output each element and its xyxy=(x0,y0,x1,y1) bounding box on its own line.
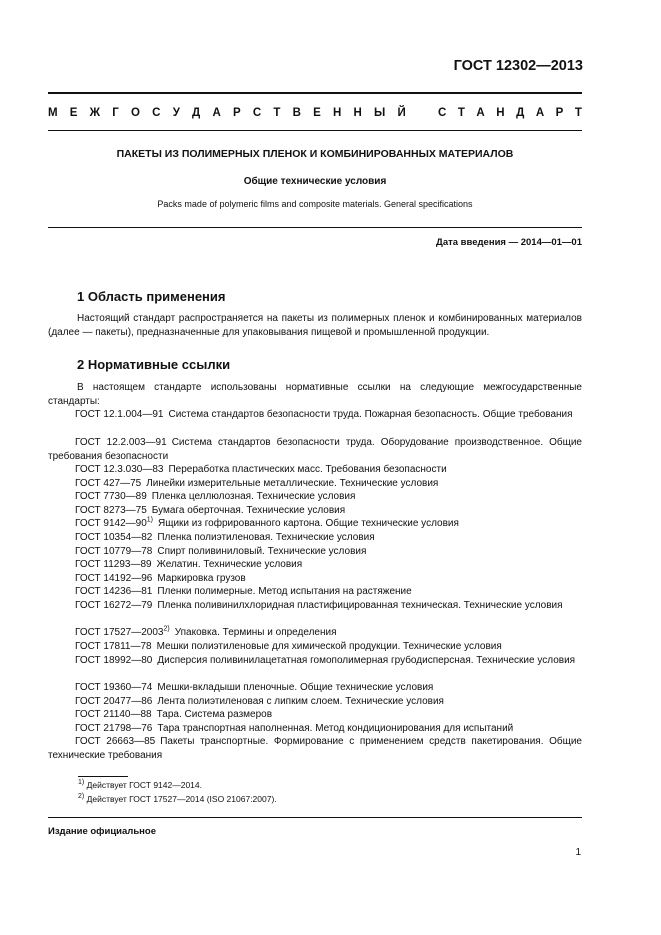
reference-item xyxy=(48,463,582,477)
reference-item xyxy=(48,708,582,722)
reference-title: Пакеты транспортные. Формирование с применением средств пакетирования. Общие технические требования xyxy=(48,736,582,761)
right-letter: А xyxy=(535,107,545,119)
reference-item xyxy=(48,585,582,599)
reference-title: Мешки полиэтиленовые для химической продукции. Технические условия xyxy=(156,641,502,652)
reference-code: ГОСТ 7730—89 xyxy=(75,491,147,502)
document-code: ГОСТ 12302—2013 xyxy=(453,58,583,74)
reference-code: ГОСТ 9142—90 xyxy=(75,518,147,529)
reference-item xyxy=(48,626,582,640)
banner-left-word xyxy=(48,107,406,119)
reference-item xyxy=(48,517,582,531)
top-rule xyxy=(48,92,582,94)
section-1-heading: 1 Область применения xyxy=(77,289,226,304)
reference-item xyxy=(48,572,582,586)
left-letter: Г xyxy=(112,107,119,119)
right-letter: Д xyxy=(516,107,525,119)
reference-title: Мешки-вкладыши пленочные. Общие технические условия xyxy=(157,682,434,693)
left-letter: А xyxy=(212,107,221,119)
reference-code: ГОСТ 26663—85 xyxy=(75,736,156,747)
reference-title: Бумага оберточная. Технические условия xyxy=(151,505,346,516)
left-letter: Р xyxy=(232,107,241,119)
left-letter: Т xyxy=(273,107,281,119)
reference-code: ГОСТ 14192—96 xyxy=(75,573,153,584)
reference-title: Пленки полимерные. Метод испытания на растяжение xyxy=(157,586,412,597)
reference-title: Упаковка. Термины и определения xyxy=(174,627,337,638)
footnote-2-text: Действует ГОСТ 17527—2014 (ISO 21067:2007). xyxy=(86,794,277,804)
left-letter: С xyxy=(252,107,262,119)
reference-title: Тара транспортная наполненная. Метод кондиционирования для испытаний xyxy=(157,723,514,734)
left-letter: О xyxy=(131,107,140,119)
introduction-date: Дата введения — 2014—01—01 xyxy=(436,237,582,248)
section-1-text xyxy=(48,312,582,339)
official-edition-label: Издание официальное xyxy=(48,826,156,837)
reference-title: Переработка пластических масс. Требования безопасности xyxy=(168,464,447,475)
reference-title: Пленка полиэтиленовая. Технические условия xyxy=(157,532,375,543)
reference-code: ГОСТ 12.3.030—83 xyxy=(75,464,164,475)
reference-code: ГОСТ 19360—74 xyxy=(75,682,153,693)
right-letter: Т xyxy=(574,107,582,119)
reference-code: ГОСТ 17527—2003 xyxy=(75,627,164,638)
reference-code: ГОСТ 8273—75 xyxy=(75,505,147,516)
reference-code: ГОСТ 11293—89 xyxy=(75,559,152,570)
section-2-heading: 2 Нормативные ссылки xyxy=(77,357,231,372)
reference-code: ГОСТ 14236—81 xyxy=(75,586,153,597)
reference-item xyxy=(48,640,582,654)
footer-rule xyxy=(48,817,582,818)
reference-title: Лента полиэтиленовая с липким слоем. Технические условия xyxy=(157,696,444,707)
reference-item xyxy=(48,531,582,545)
section-1-paragraph: Настоящий стандарт распространяется на пакеты из полимерных пленок и комбинированных материалов (далее — пакеты), предназначенные для упаковывания пищевой и промышленной продукции. xyxy=(48,313,582,338)
document-title-english: Packs made of polymeric films and composite materials. General specifications xyxy=(157,199,473,209)
left-letter: Ж xyxy=(89,107,101,119)
reference-item xyxy=(48,722,582,736)
reference-code: ГОСТ 16272—79 xyxy=(75,600,153,611)
reference-item xyxy=(48,477,582,491)
banner-right-word xyxy=(438,107,582,119)
reference-code: ГОСТ 18992—80 xyxy=(75,655,153,666)
reference-item xyxy=(48,735,582,762)
reference-footnote-mark: 2) xyxy=(163,625,170,633)
left-letter: Н xyxy=(353,107,362,119)
right-letter: С xyxy=(438,107,447,119)
footnote-2 xyxy=(78,794,277,804)
document-subtitle: Общие технические условия xyxy=(243,176,387,187)
reference-item xyxy=(48,695,582,709)
page-number: 1 xyxy=(575,847,581,858)
reference-item xyxy=(48,545,582,559)
reference-title: Ящики из гофрированного картона. Общие технические условия xyxy=(158,518,459,529)
reference-title: Линейки измерительные металлические. Технические условия xyxy=(146,478,439,489)
reference-code: ГОСТ 21140—88 xyxy=(75,709,152,720)
reference-item xyxy=(48,408,582,422)
left-letter: У xyxy=(172,107,180,119)
left-letter: Й xyxy=(397,107,406,119)
reference-item xyxy=(48,558,582,572)
banner-rule xyxy=(48,130,582,131)
reference-title: Пленка поливинилхлоридная пластифицированная техническая. Технические условия xyxy=(157,600,563,611)
reference-code: ГОСТ 21798—76 xyxy=(75,723,153,734)
left-letter: Е xyxy=(69,107,78,119)
footnote-1 xyxy=(78,780,202,790)
reference-item xyxy=(48,436,582,463)
left-letter: Ы xyxy=(374,107,386,119)
reference-code: ГОСТ 10779—78 xyxy=(75,546,153,557)
footnote-1-text: Действует ГОСТ 9142—2014. xyxy=(86,780,202,790)
left-letter: Н xyxy=(332,107,342,119)
left-letter: Д xyxy=(192,107,201,119)
right-letter: Н xyxy=(496,107,505,119)
reference-title: Маркировка грузов xyxy=(157,573,246,584)
reference-title: Спирт поливиниловый. Технические условия xyxy=(157,546,367,557)
right-letter: А xyxy=(476,107,485,119)
reference-title: Желатин. Технические условия xyxy=(156,559,303,570)
reference-title: Пленка целлюлозная. Технические условия xyxy=(151,491,356,502)
left-letter: Е xyxy=(313,107,321,119)
reference-code: ГОСТ 10354—82 xyxy=(75,532,153,543)
reference-title: Дисперсия поливинилацетатная гомополимерная грубодисперсная. Технические условия xyxy=(157,655,576,666)
reference-code: ГОСТ 17811—78 xyxy=(75,641,152,652)
reference-title: Система стандартов безопасности труда. Оборудование производственное. Общие требования безопасности xyxy=(48,437,582,462)
left-letter: М xyxy=(48,107,58,119)
reference-code: ГОСТ 12.2.003—91 xyxy=(75,437,167,448)
reference-item xyxy=(48,504,582,518)
section-2-intro xyxy=(48,381,582,408)
reference-code: ГОСТ 12.1.004—91 xyxy=(75,409,164,420)
right-letter: Т xyxy=(457,107,465,119)
footnote-1-mark: 1) xyxy=(78,779,85,787)
title-rule xyxy=(48,227,582,228)
left-letter: В xyxy=(292,107,301,119)
section-2-intro-text: В настоящем стандарте использованы нормативные ссылки на следующие межгосударственные стандарты: xyxy=(48,382,582,407)
right-letter: Р xyxy=(555,107,564,119)
reference-item xyxy=(48,490,582,504)
reference-item xyxy=(48,681,582,695)
left-letter: С xyxy=(152,107,161,119)
document-title: ПАКЕТЫ ИЗ ПОЛИМЕРНЫХ ПЛЕНОК И КОМБИНИРОВАННЫХ МАТЕРИАЛОВ xyxy=(116,148,514,160)
footnote-2-mark: 2) xyxy=(78,793,85,801)
reference-item xyxy=(48,654,582,668)
reference-code: ГОСТ 427—75 xyxy=(75,478,142,489)
reference-code: ГОСТ 20477—86 xyxy=(75,696,153,707)
standard-banner xyxy=(48,107,582,119)
reference-footnote-mark: 1) xyxy=(146,516,154,524)
reference-title: Тара. Система размеров xyxy=(156,709,273,720)
reference-item xyxy=(48,599,582,613)
footnote-separator xyxy=(78,776,128,777)
reference-title: Система стандартов безопасности труда. Пожарная безопасность. Общие требования xyxy=(168,409,573,420)
